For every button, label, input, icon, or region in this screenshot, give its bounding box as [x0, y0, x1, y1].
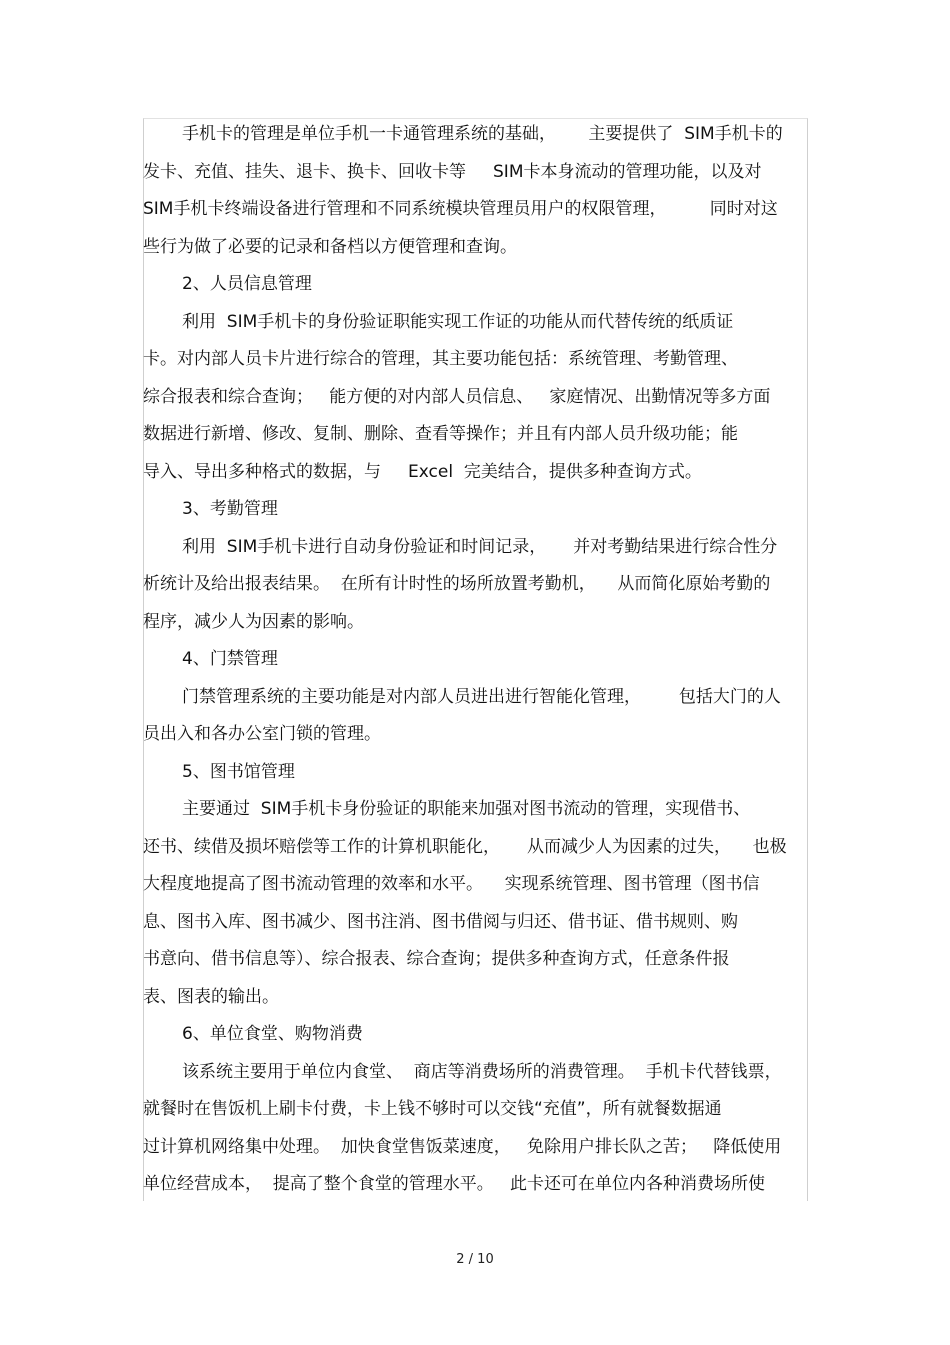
text-line: 过计算机网络集中处理。 加快食堂售饭菜速度， 免除用户排长队之苦； 降低使用: [143, 1136, 782, 1157]
paragraph: [143, 529, 808, 642]
paragraph: [143, 1016, 808, 1054]
text-line: 门禁管理系统的主要功能是对内部人员进出进行智能化管理， 包括大门的人: [182, 686, 781, 707]
text-line: 6、单位食堂、购物消费: [182, 1024, 363, 1044]
text-line: 卡。对内部人员卡片进行综合的管理，其主要功能包括：系统管理、考勤管理、: [143, 349, 738, 369]
paragraph: [143, 791, 808, 1016]
text-line: 2、人员信息管理: [182, 274, 312, 294]
text-line: 息、图书入库、图书减少、图书注消、图书借阅与归还、借书证、借书规则、购: [143, 911, 738, 932]
text-line: 些行为做了必要的记录和备档以方便管理和查询。: [143, 236, 517, 257]
text-line: 利用 SIM手机卡进行自动身份验证和时间记录， 并对考勤结果进行综合性分: [182, 536, 778, 557]
paragraph: [143, 304, 808, 492]
text-line: 综合报表和综合查询； 能方便的对内部人员信息、 家庭情况、出勤情况等多方面: [143, 386, 771, 407]
text-line: 手机卡的管理是单位手机一卡通管理系统的基础， 主要提供了 SIM手机卡的: [182, 124, 783, 144]
text-line: 3、考勤管理: [182, 499, 278, 519]
paragraph: [143, 641, 808, 679]
document-body: [143, 116, 808, 1204]
text-line: 利用 SIM手机卡的身份验证职能实现工作证的功能从而代替传统的纸质证: [182, 311, 734, 332]
paragraph: [143, 116, 808, 266]
text-line: 数据进行新增、修改、复制、删除、查看等操作；并且有内部人员升级功能；能: [143, 424, 738, 444]
text-line: 程序，减少人为因素的影响。: [143, 611, 364, 632]
text-line: 表、图表的输出。: [143, 986, 279, 1007]
paragraph: [143, 491, 808, 529]
page-number: 2 / 10: [456, 1252, 494, 1267]
text-line: 5、图书馆管理: [182, 761, 295, 782]
paragraph: [143, 1054, 808, 1204]
text-line: 单位经营成本， 提高了整个食堂的管理水平。 此卡还可在单位内各种消费场所使: [143, 1174, 766, 1194]
text-line: 大程度地提高了图书流动管理的效率和水平。 实现系统管理、图书管理（图书信: [143, 874, 760, 894]
text-line: SIM手机卡终端设备进行管理和不同系统模块管理员用户的权限管理， 同时对这: [143, 199, 778, 219]
paragraph: [143, 266, 808, 304]
text-line: 还书、续借及损坏赔偿等工作的计算机职能化， 从而减少人为因素的过失， 也极: [143, 836, 787, 857]
text-line: 就餐时在售饭机上刷卡付费，卡上钱不够时可以交钱“充值”，所有就餐数据通: [143, 1099, 722, 1119]
text-line: 书意向、借书信息等）、综合报表、综合查询；提供多种查询方式，任意条件报: [143, 949, 730, 969]
text-line: 该系统主要用于单位内食堂、 商店等消费场所的消费管理。 手机卡代替钱票，: [182, 1061, 782, 1082]
text-line: 员出入和各办公室门锁的管理。: [143, 724, 381, 744]
text-line: 导入、导出多种格式的数据，与 Excel 完美结合，提供多种查询方式。: [143, 461, 702, 482]
paragraph: [143, 754, 808, 792]
text-line: 发卡、充值、挂失、退卡、换卡、回收卡等 SIM卡本身流动的管理功能，以及对: [143, 161, 762, 182]
paragraph: [143, 679, 808, 754]
text-line: 主要通过 SIM手机卡身份验证的职能来加强对图书流动的管理，实现借书、: [182, 799, 751, 819]
text-line: 析统计及给出报表结果。 在所有计时性的场所放置考勤机， 从而简化原始考勤的: [143, 574, 771, 594]
text-line: 4、门禁管理: [182, 649, 278, 669]
